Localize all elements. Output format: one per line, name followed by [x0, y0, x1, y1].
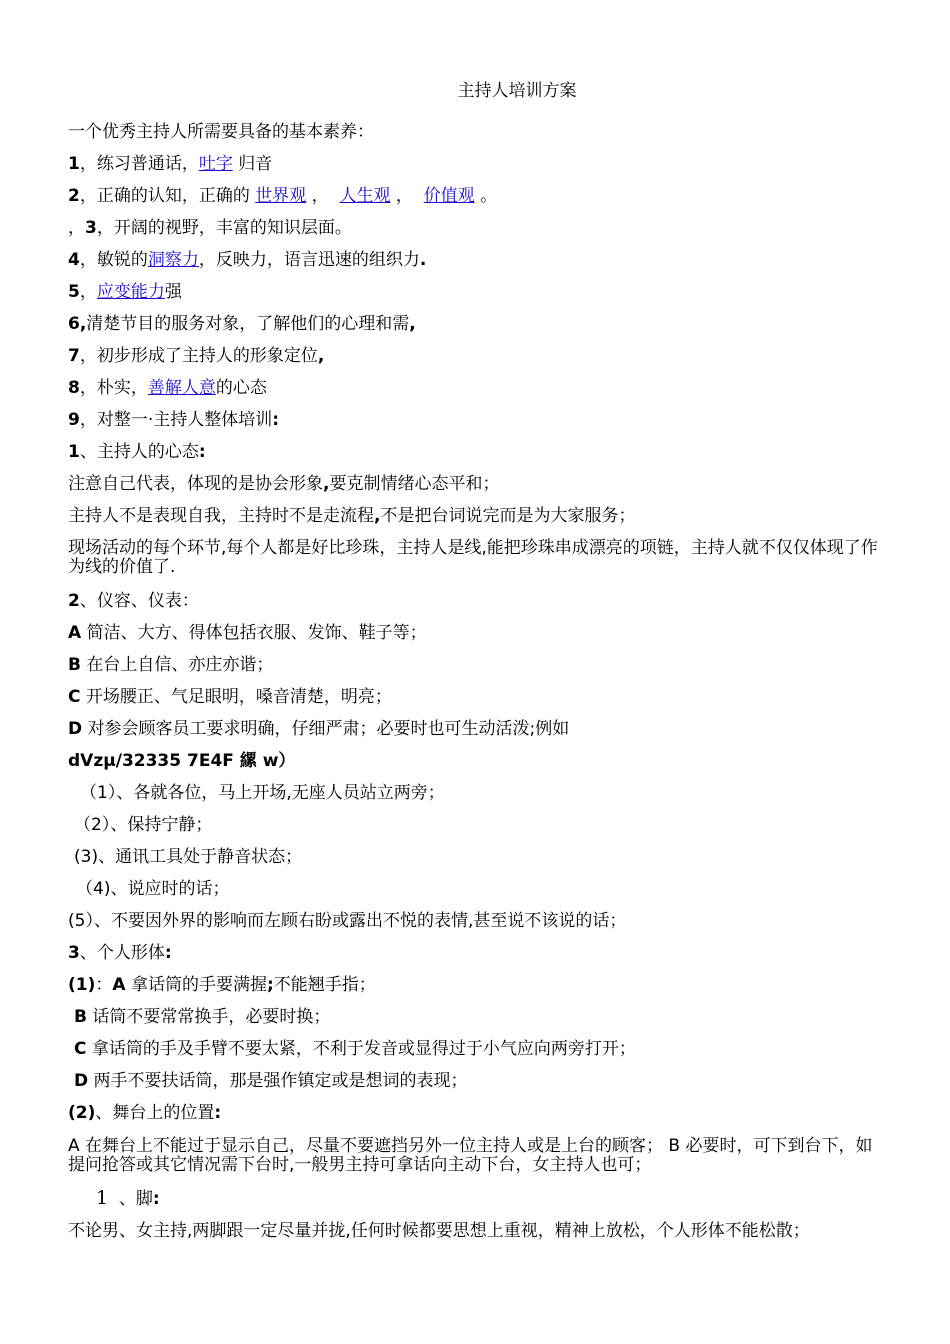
posture-item-d — [74, 1071, 894, 1091]
item-text: ，开阔的视野，丰富的知识层面。 — [96, 218, 352, 238]
list-item-7 — [68, 346, 888, 366]
item-text: 强 — [164, 282, 182, 302]
item-text: ;例如 — [529, 719, 570, 739]
item-text: 的心态 — [215, 378, 267, 398]
list-item-6 — [68, 314, 888, 334]
item-text: 话筒不要常常换手，必要时换； — [86, 1007, 331, 1027]
item-number: 2 — [68, 186, 80, 206]
paragraph-text: 现场活动的每个环节,每个人都是好比珍珠，主持人是线,能把珍珠串成漂亮的项链，主持人就不仅仅体现了作为线的价值了. — [68, 538, 878, 577]
paragraph-text: 不是把台词说完而是为大家服务； — [380, 506, 636, 526]
paragraph-text: 不论男、女主持,两脚跟一定尽量并拢,任何时候都要思想上重视，精神上放松，个人形体不能松散； — [68, 1221, 810, 1241]
paragraph-4 — [68, 1137, 888, 1175]
item-number: 7 — [68, 346, 80, 366]
item-text: ： — [95, 975, 113, 995]
section-punct: : — [152, 1189, 160, 1209]
section-heading-1 — [68, 442, 888, 462]
item-text: ，初步形成了主持人的形象定位 — [79, 346, 318, 366]
section-heading-3 — [68, 943, 888, 963]
garbled-code-line — [68, 751, 888, 771]
paragraph-punct: , — [323, 474, 330, 494]
document-title: 主持人培训方案 — [457, 81, 577, 101]
item-text: ，朴实， — [79, 378, 148, 398]
item-text: 对参会顾客员工要求明确，仔细严肃；必要时也可生动活泼 — [82, 719, 530, 739]
item-letter: D — [74, 1071, 89, 1091]
appearance-item-b — [68, 655, 888, 675]
item-text: 简洁、大方、得体包括衣服、发饰、鞋子等； — [81, 623, 427, 643]
item-number: 1 — [68, 154, 80, 174]
item-text: (5）、不要因外界的影响而左顾右盼或露出不悦的表情,甚至说不该说的话； — [68, 911, 627, 931]
posture-item-b — [74, 1007, 894, 1027]
paragraph-5 — [68, 1222, 888, 1241]
list-item-4 — [68, 250, 888, 270]
list-item-2 — [68, 186, 888, 206]
item-punct: , — [317, 346, 325, 366]
item-number: 1 — [96, 1187, 109, 1209]
paragraph-punct: , — [374, 506, 381, 526]
item-text: 不能翘手指； — [273, 975, 376, 995]
item-letter: C — [68, 687, 81, 707]
item-letter: D — [68, 719, 83, 739]
item-letter: C — [74, 1039, 87, 1059]
instruction-item-4 — [76, 879, 896, 899]
link-renshengguan[interactable]: 人生观 — [339, 186, 391, 206]
item-letter: A — [68, 623, 82, 643]
intro-text: 一个优秀主持人所需要具备的基本素养： — [68, 122, 374, 142]
item-number: 5 — [68, 282, 80, 302]
section-punct: : — [198, 442, 206, 462]
item-text: 归音 — [232, 154, 273, 174]
link-tuzi[interactable]: 吐字 — [198, 154, 233, 174]
link-yingbiannengli[interactable]: 应变能力 — [96, 282, 165, 302]
section-heading-feet — [96, 1188, 916, 1209]
item-text: ，正确的认知，正确的 — [79, 186, 256, 206]
item-number: 8 — [68, 378, 80, 398]
paragraph-2 — [68, 506, 888, 526]
item-text: ， — [68, 218, 85, 238]
appearance-item-a — [68, 623, 888, 643]
item-text: （4)、说应时的话； — [76, 879, 230, 899]
paragraph-text: 要克制情绪心态平和； — [329, 474, 500, 494]
paragraph-1 — [68, 474, 888, 494]
item-text: 两手不要扶话筒，那是强作镇定或是想词的表现； — [88, 1071, 468, 1091]
list-item-3 — [68, 218, 888, 238]
item-text: ， — [306, 186, 340, 206]
item-letter: B — [68, 655, 81, 675]
item-letter: B — [74, 1007, 87, 1027]
link-jiazhiguan[interactable]: 价值观 — [423, 186, 475, 206]
paragraph-text: A 在舞台上不能过于显示自己，尽量不要遮挡另外一位主持人或是上台的顾客； B 必要时，可下到台下，如提问抢答或其它情况需下台时,一般男主持可拿话向主动下台，女主持人也可； — [68, 1136, 873, 1175]
section-number: 3 — [68, 943, 80, 963]
list-item-9 — [68, 410, 888, 430]
item-number: 6, — [68, 314, 87, 334]
section-punct: : — [164, 943, 172, 963]
appearance-item-c — [68, 687, 888, 707]
item-text: (3)、通讯工具处于静音状态； — [74, 847, 303, 867]
item-text: ，敏锐的 — [79, 250, 148, 270]
item-text: ， — [390, 186, 424, 206]
instruction-item-1 — [80, 783, 900, 803]
item-text: ，练习普通话， — [79, 154, 199, 174]
item-letter: A — [112, 975, 126, 995]
item-text: 清楚节目的服务对象，了解他们的心理和需 — [86, 314, 410, 334]
list-item-1 — [68, 154, 888, 174]
item-text: 拿话筒的手要满握 — [125, 975, 267, 995]
item-text: 在台上自信、亦庄亦谐； — [80, 655, 274, 675]
code-text: dVzμ/32335 7E4F 縲 w） — [68, 751, 296, 771]
item-text: （1）、各就各位，马上开场,无座人员站立两旁； — [80, 783, 445, 803]
section-text: 、仪容、仪表： — [79, 591, 199, 611]
list-item-5 — [68, 282, 888, 302]
paragraph-text: 主持人不是表现自我，主持时不是走流程 — [68, 506, 374, 526]
item-number: 3 — [85, 218, 97, 238]
item-number: 4 — [68, 250, 80, 270]
section-text: 、个人形体 — [79, 943, 165, 963]
item-punct: , — [409, 314, 416, 334]
section-number: 2 — [68, 591, 80, 611]
link-dongchali[interactable]: 洞察力 — [147, 250, 199, 270]
item-punct: . — [419, 250, 427, 270]
instruction-item-3 — [74, 847, 894, 867]
intro-line — [68, 122, 888, 142]
item-text: 开场腰正、气足眼明，嗓音清楚，明亮； — [80, 687, 392, 707]
item-text: ，反映力，语言迅速的组织力 — [198, 250, 420, 270]
item-text: ，对整一·主持人整体培训 — [79, 410, 273, 430]
section-heading-stage — [68, 1103, 888, 1123]
posture-item-1a — [68, 975, 888, 995]
link-shijieguan[interactable]: 世界观 — [255, 186, 307, 206]
paragraph-text: 注意自己代表，体现的是协会形象 — [68, 474, 323, 494]
section-text: 、舞台上的位置 — [95, 1103, 215, 1123]
item-punct: ; — [266, 975, 274, 995]
item-number: 9 — [68, 410, 80, 430]
paragraph-3 — [68, 539, 888, 577]
link-shanjierenyi[interactable]: 善解人意 — [147, 378, 216, 398]
posture-item-c — [74, 1039, 894, 1059]
instruction-item-2 — [74, 815, 894, 835]
item-text: ， — [79, 282, 97, 302]
list-item-8 — [68, 378, 888, 398]
section-heading-2 — [68, 591, 888, 611]
item-text: 拿话筒的手及手臂不要太紧，不利于发音或显得过于小气应向两旁打开； — [86, 1039, 636, 1059]
item-number: (2) — [68, 1103, 96, 1123]
item-number: (1) — [68, 975, 96, 995]
instruction-item-5 — [68, 911, 888, 931]
item-punct: : — [272, 410, 280, 430]
section-punct: : — [214, 1103, 222, 1123]
item-text: （2）、保持宁静； — [74, 815, 213, 835]
section-text: 、主持人的心态 — [79, 442, 199, 462]
section-number: 1 — [68, 442, 80, 462]
section-text: 、脚 — [108, 1189, 153, 1209]
appearance-item-d — [68, 719, 888, 739]
item-text: 。 — [474, 186, 498, 206]
